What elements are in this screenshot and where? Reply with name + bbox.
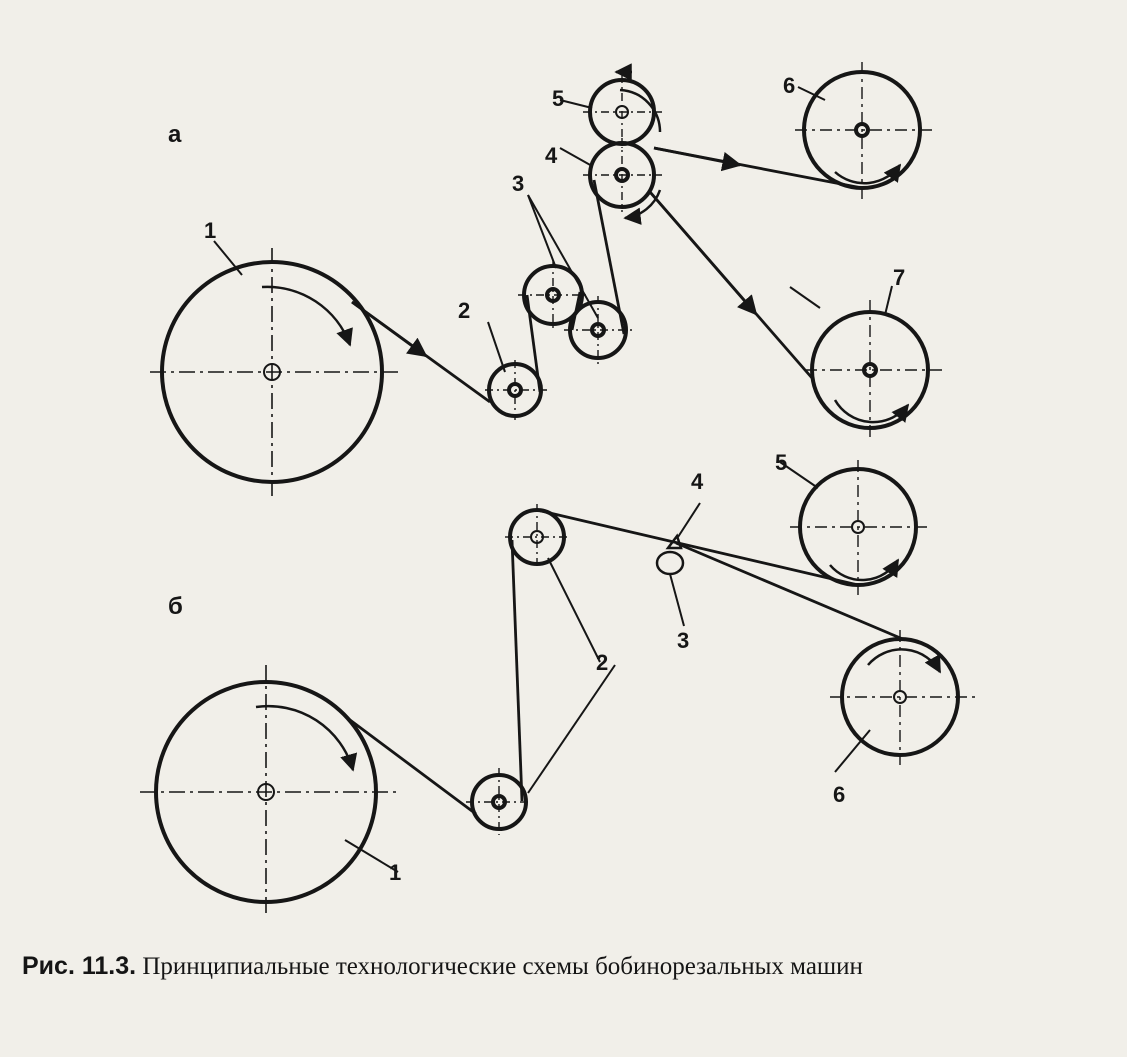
label-a-1: 1 bbox=[204, 218, 217, 243]
label-b-1: 1 bbox=[389, 860, 402, 885]
web-path-a bbox=[352, 148, 862, 402]
panel-b-label: б bbox=[168, 593, 183, 620]
label-a-6: 6 bbox=[783, 73, 796, 98]
scheme-b bbox=[140, 87, 975, 915]
label-b-5: 5 bbox=[775, 450, 788, 475]
upper-knife-5-a bbox=[583, 72, 662, 148]
labels bbox=[168, 73, 905, 885]
label-a-5: 5 bbox=[552, 86, 565, 111]
figure-number: Рис. 11.3. bbox=[22, 952, 137, 980]
guide-roller-2-top-b bbox=[505, 504, 570, 570]
scheme-a bbox=[150, 62, 945, 498]
web-path-b bbox=[214, 87, 905, 872]
label-b-6: 6 bbox=[833, 782, 846, 807]
label-b-4: 4 bbox=[691, 469, 704, 494]
label-a-3: 3 bbox=[512, 171, 525, 196]
label-b-3: 3 bbox=[677, 628, 690, 653]
unwind-roll-b bbox=[140, 665, 400, 915]
unwind-roll-a bbox=[150, 248, 400, 498]
label-a-4: 4 bbox=[545, 143, 558, 168]
figure-caption bbox=[22, 950, 1107, 983]
label-b-2: 2 bbox=[596, 650, 609, 675]
rewind-roll-7-a bbox=[805, 300, 945, 440]
panel-a-label: а bbox=[168, 121, 182, 148]
label-a-7: 7 bbox=[893, 265, 906, 290]
label-a-2: 2 bbox=[458, 298, 471, 323]
roller-3-upper-a bbox=[518, 260, 588, 330]
lower-knife-4-a bbox=[583, 138, 662, 218]
rewind-roll-6-b bbox=[830, 630, 975, 765]
caption-text: Принципиальные технологические схемы бобинорезальных машин bbox=[142, 953, 863, 980]
